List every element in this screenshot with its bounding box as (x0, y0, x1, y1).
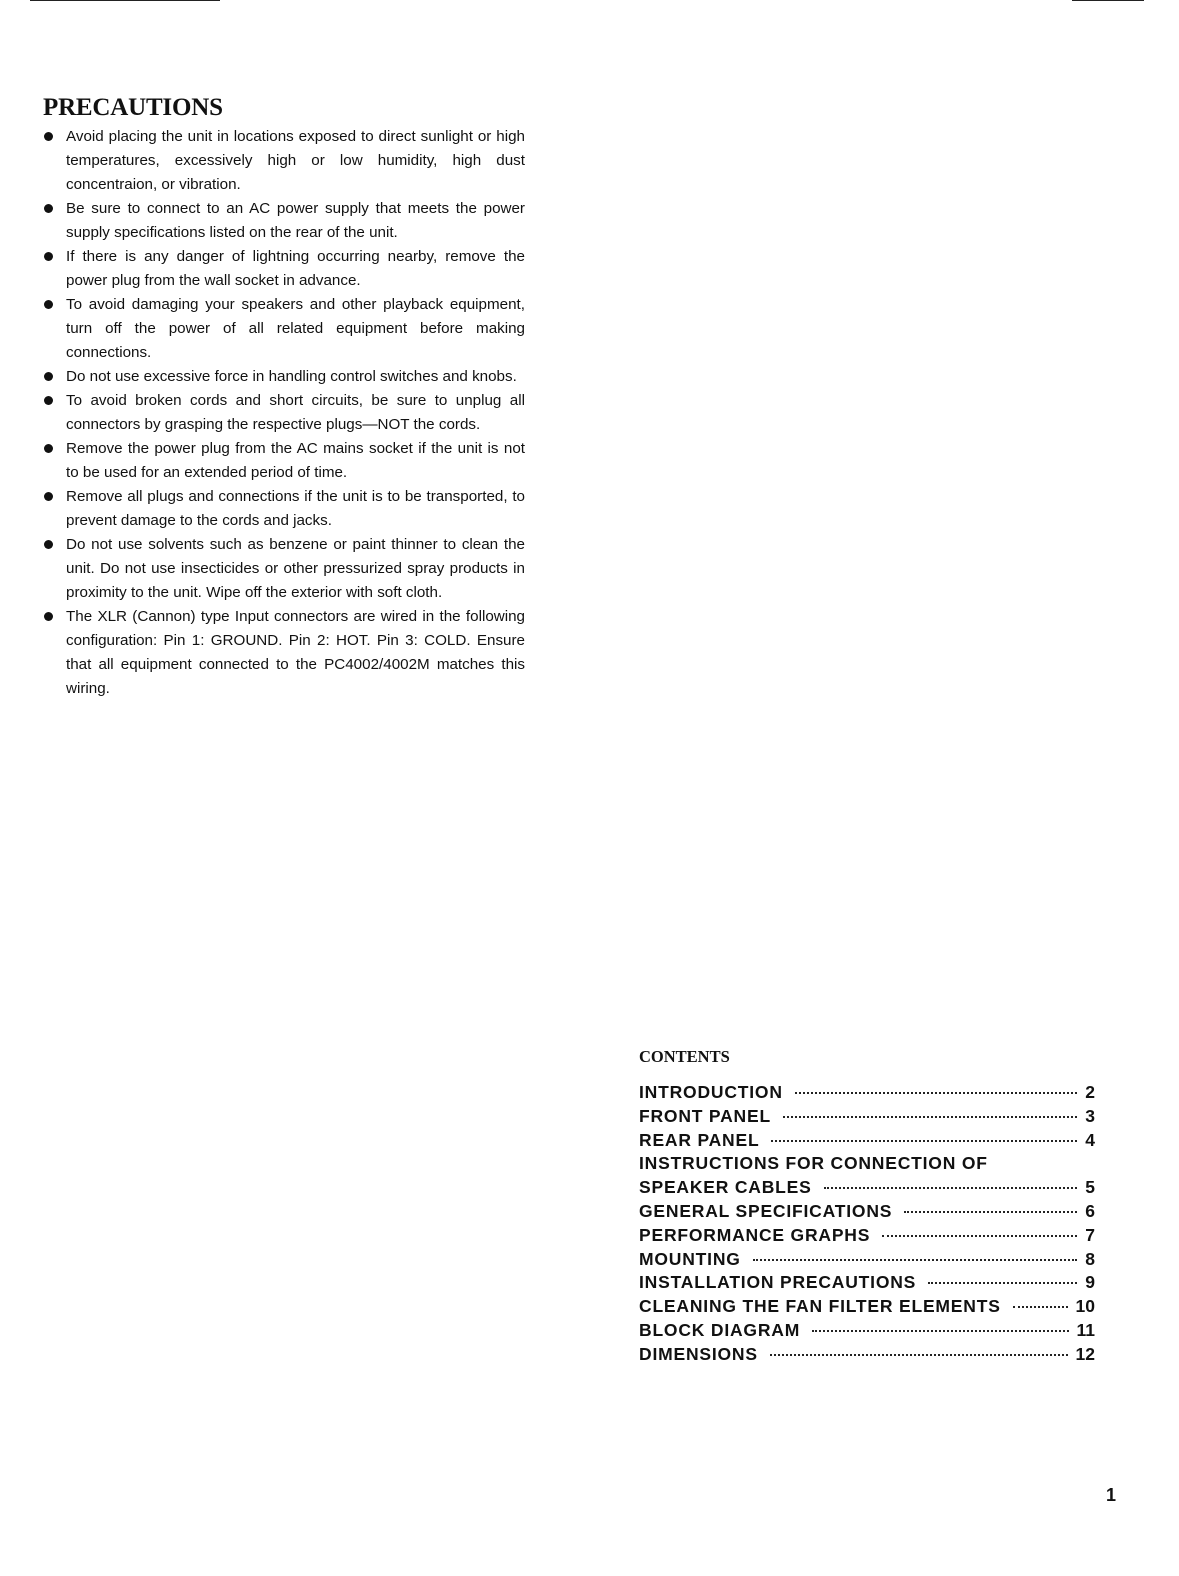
precaution-item (43, 245, 525, 293)
precaution-text: Be sure to connect to an AC power supply that meets the power supply specifications listed on the rear of the unit. (66, 200, 525, 241)
bullet-icon (44, 612, 53, 621)
precautions-section (43, 93, 525, 701)
toc-leader-dots (812, 1330, 1068, 1332)
toc-page: 12 (1075, 1343, 1095, 1364)
bullet-icon (44, 372, 53, 381)
precaution-item (43, 293, 525, 365)
toc-label: DIMENSIONS (639, 1343, 758, 1364)
toc-label: REAR PANEL (639, 1129, 760, 1150)
bullet-icon (44, 396, 53, 405)
precaution-text: The XLR (Cannon) type Input connectors are wired in the following configuration: Pin 1: GROUND. Pin 2: HOT. Pin 3: COLD. Ensure that all equipment connected to the PC4002/4002M matches this wiring. (66, 608, 525, 697)
toc-entry-installation-precautions[interactable] (639, 1271, 1095, 1295)
toc-page: 2 (1085, 1082, 1095, 1102)
toc-leader-dots (1013, 1306, 1068, 1308)
precaution-text: Remove all plugs and connections if the unit is to be transported, to prevent damage to the cords and jacks. (66, 488, 525, 529)
precaution-item (43, 485, 525, 533)
toc-page: 3 (1085, 1105, 1095, 1126)
precaution-item (43, 437, 525, 485)
precaution-item (43, 389, 525, 437)
precaution-item (43, 533, 525, 605)
toc-entry-instructions-line1[interactable]: INSTRUCTIONS FOR CONNECTION OF (639, 1153, 988, 1174)
toc-label: GENERAL SPECIFICATIONS (639, 1200, 893, 1221)
bullet-icon (44, 204, 53, 213)
toc-leader-dots (904, 1211, 1077, 1213)
top-rule-left (30, 0, 220, 1)
toc-entry-introduction[interactable] (639, 1081, 1095, 1105)
toc-label: PERFORMANCE GRAPHS (639, 1224, 871, 1245)
toc-leader-dots (753, 1259, 1078, 1261)
bullet-icon (44, 444, 53, 453)
precautions-heading: PRECAUTIONS (43, 94, 223, 121)
toc-page: 7 (1085, 1224, 1095, 1245)
page-number: 1 (1106, 1485, 1117, 1505)
bullet-icon (44, 252, 53, 261)
precaution-item (43, 197, 525, 245)
top-rule-right (1072, 0, 1144, 1)
toc-entry-mounting[interactable] (639, 1248, 1095, 1272)
toc-entry-rear-panel[interactable] (639, 1129, 1095, 1153)
toc-leader-dots (783, 1116, 1077, 1118)
bullet-icon (44, 492, 53, 501)
toc-leader-dots (795, 1092, 1078, 1094)
toc-entry-front-panel[interactable] (639, 1105, 1095, 1129)
toc-page: 4 (1085, 1129, 1095, 1150)
toc-label: FRONT PANEL (639, 1105, 771, 1126)
toc-page: 6 (1085, 1200, 1095, 1221)
toc-leader-dots (824, 1187, 1078, 1189)
bullet-icon (44, 300, 53, 309)
toc-leader-dots (771, 1140, 1077, 1142)
toc-page: 8 (1085, 1248, 1095, 1269)
toc-entry-cleaning-fan-filter[interactable] (639, 1295, 1095, 1319)
toc-label: MOUNTING (639, 1248, 741, 1269)
precaution-text: If there is any danger of lightning occurring nearby, remove the power plug from the wall socket in advance. (66, 248, 525, 289)
toc-label: CLEANING THE FAN FILTER ELEMENTS (639, 1296, 1001, 1317)
precaution-text: Remove the power plug from the AC mains socket if the unit is not to be used for an extended period of time. (66, 440, 525, 481)
toc-entry-dimensions[interactable] (639, 1343, 1095, 1367)
toc-entry-performance-graphs[interactable] (639, 1224, 1095, 1248)
bullet-icon (44, 132, 53, 141)
precaution-item (43, 605, 525, 701)
precaution-item (43, 365, 525, 389)
toc-list (639, 1081, 1095, 1367)
toc-entry-general-specifications[interactable] (639, 1200, 1095, 1224)
toc-page: 5 (1085, 1177, 1095, 1198)
toc-page: 10 (1075, 1296, 1095, 1317)
precaution-text: Do not use solvents such as benzene or paint thinner to clean the unit. Do not use insecticides or other pressurized spray products in proximity to the unit. Wipe off the exterior with soft cloth. (66, 536, 525, 601)
toc-leader-dots (882, 1235, 1077, 1237)
contents-title: CONTENTS (639, 1047, 730, 1066)
toc-label: BLOCK DIAGRAM (639, 1319, 801, 1340)
toc-page: 9 (1085, 1272, 1095, 1293)
precaution-text: Do not use excessive force in handling control switches and knobs. (66, 368, 517, 385)
toc-label: SPEAKER CABLES (639, 1177, 812, 1198)
toc-page: 11 (1076, 1319, 1095, 1340)
precaution-text: Avoid placing the unit in locations exposed to direct sunlight or high temperatures, excessively high or low humidity, high dust concentraion, or vibration. (66, 128, 525, 193)
bullet-icon (44, 540, 53, 549)
precaution-item (43, 125, 525, 197)
precautions-list (43, 125, 525, 701)
toc-leader-dots (770, 1354, 1068, 1356)
contents-section (639, 1045, 1095, 1367)
toc-label: INTRODUCTION (639, 1082, 783, 1102)
precaution-text: To avoid broken cords and short circuits, be sure to unplug all connectors by grasping the respective plugs—NOT the cords. (66, 392, 525, 433)
toc-entry-speaker-cables[interactable] (639, 1176, 1095, 1200)
toc-label: INSTALLATION PRECAUTIONS (639, 1272, 917, 1293)
toc-entry-block-diagram[interactable] (639, 1319, 1095, 1343)
toc-leader-dots (928, 1282, 1077, 1284)
precaution-text: To avoid damaging your speakers and other playback equipment, turn off the power of all related equipment before making connections. (66, 296, 525, 361)
